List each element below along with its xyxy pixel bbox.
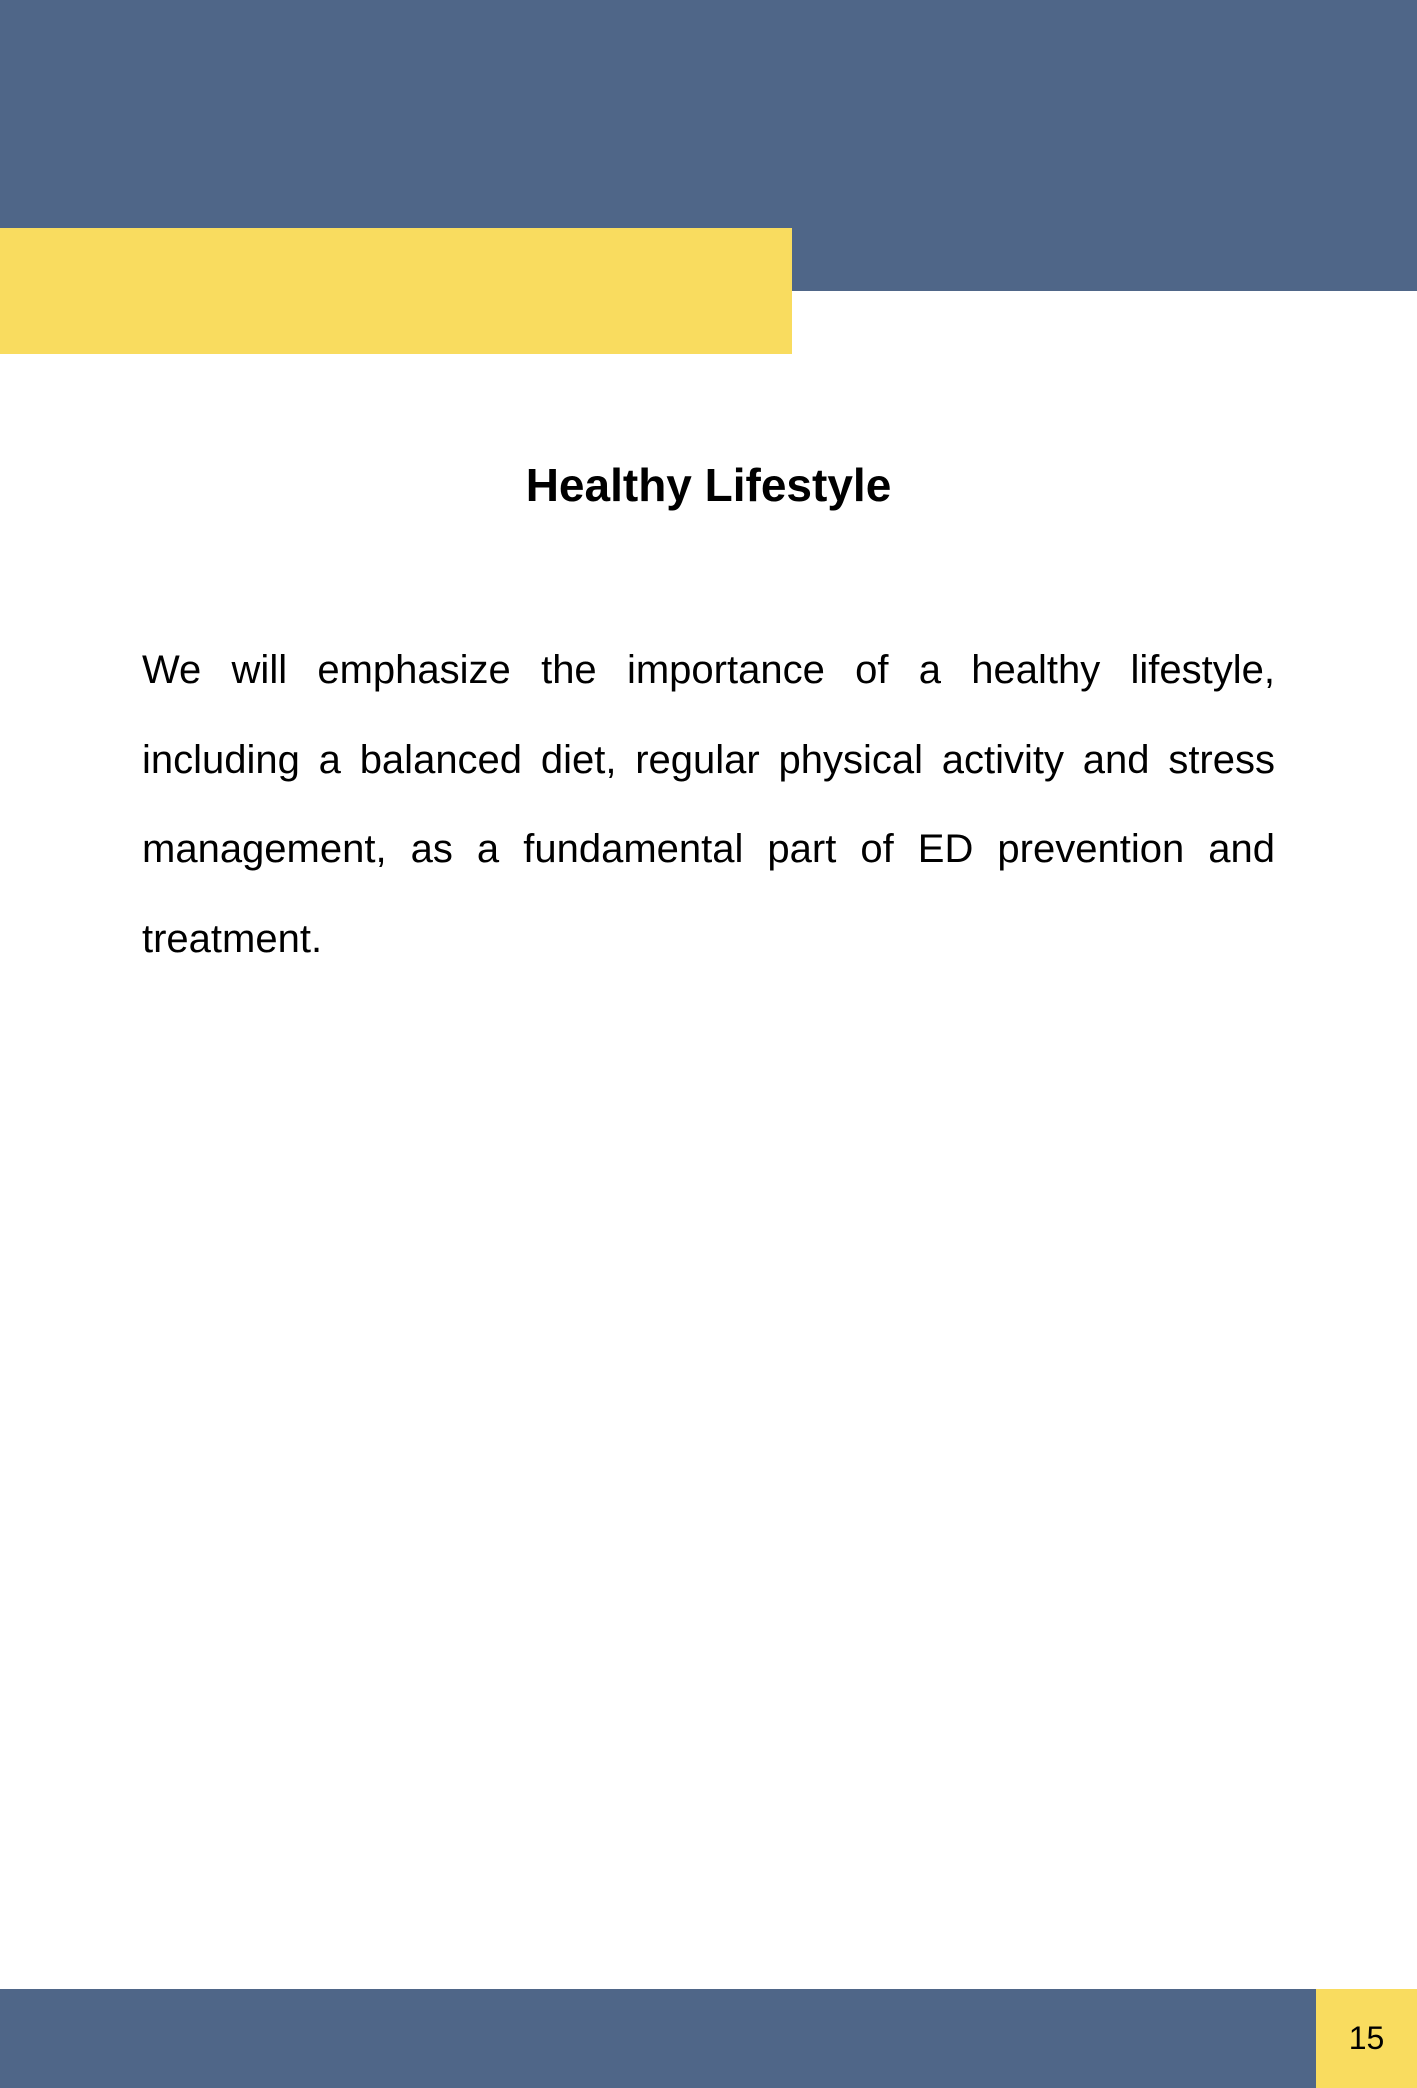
footer-band — [0, 1989, 1316, 2088]
body-paragraph: We will emphasize the importance of a healthy lifestyle, including a balanced diet, regular physical activity and stress management, as a fundamental part of ED prevention and treatment. — [142, 648, 1275, 961]
page-number-box — [1316, 1989, 1417, 2088]
page-number: 15 — [1348, 2020, 1385, 2056]
header-accent-bar — [0, 228, 792, 354]
page-title: Healthy Lifestyle — [525, 459, 892, 511]
